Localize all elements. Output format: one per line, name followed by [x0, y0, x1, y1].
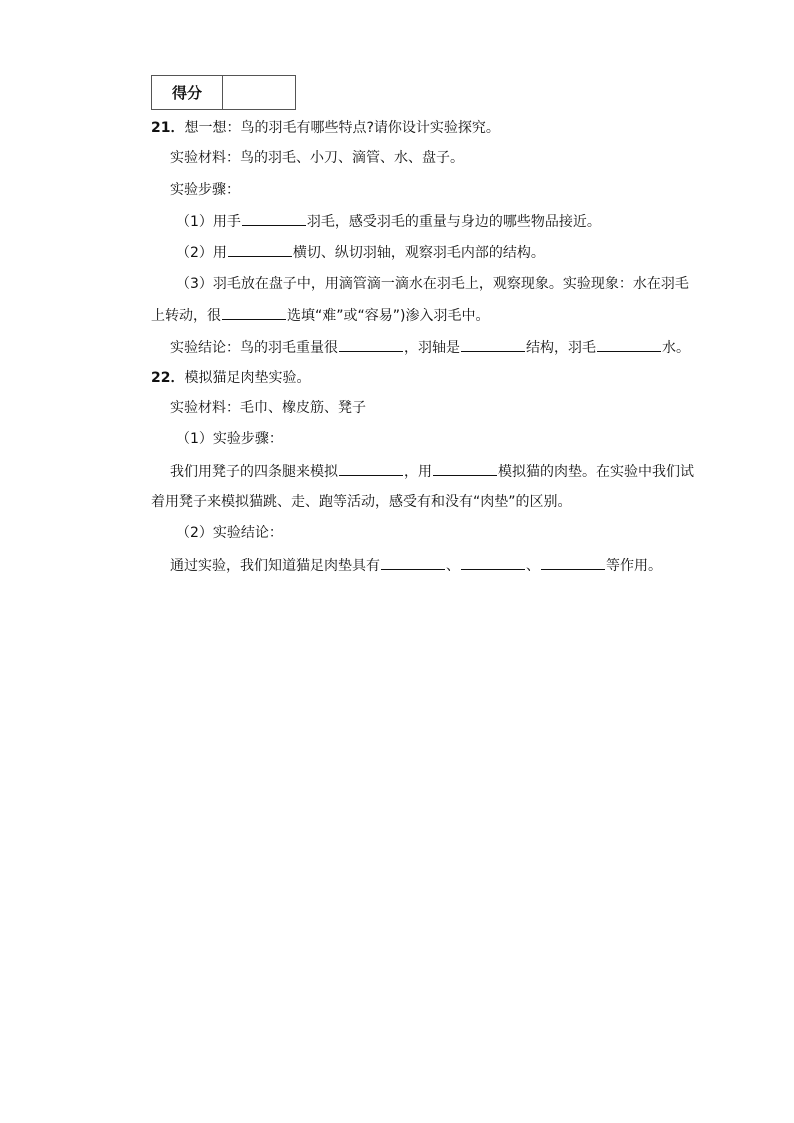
score-label: 得分 [152, 76, 223, 109]
q22-materials: 实验材料：毛巾、橡皮筋、凳子 [170, 400, 366, 416]
q22-steps-b: ，用 [404, 464, 432, 480]
q21-conclusion-d: 水。 [662, 340, 690, 356]
score-value [223, 76, 295, 109]
q21-step2 [176, 242, 545, 263]
q21-conclusion-c: 结构，羽毛 [526, 340, 596, 356]
answer-blank[interactable] [339, 337, 403, 352]
q22-steps-heading: （1）实验步骤： [176, 431, 283, 447]
q21-conclusion-a: 实验结论：鸟的羽毛重量很 [170, 340, 338, 356]
q21-step2-text-b: 横切、纵切羽轴，观察羽毛内部的结构。 [292, 245, 545, 261]
score-box [151, 75, 296, 110]
q21-number: 21． [151, 120, 185, 136]
q22-steps-line2: 着用凳子来模拟猫跳、走、跑等活动，感受有和没有“肉垫”的区别。 [151, 494, 572, 510]
q21-conclusion-b: ，羽轴是 [404, 340, 460, 356]
q21-title-line [151, 118, 500, 138]
q21-step3-text-a: 上转动，很 [151, 308, 221, 324]
answer-blank[interactable] [381, 555, 445, 570]
q22-title: 模拟猫足肉垫实验。 [184, 370, 311, 386]
q22-steps-c: 模拟猫的肉垫。在实验中我们试 [498, 464, 694, 480]
q21-materials: 实验材料：鸟的羽毛、小刀、滴管、水、盘子。 [170, 150, 464, 166]
q21-conclusion [170, 337, 690, 358]
q21-step1-text-b: 羽毛，感受羽毛的重量与身边的哪些物品接近。 [306, 214, 601, 230]
q22-steps-a: 我们用凳子的四条腿来模拟 [170, 464, 338, 480]
q22-number: 22． [151, 370, 185, 386]
q21-step2-text-a: （2）用 [176, 245, 227, 261]
answer-blank[interactable] [339, 461, 403, 476]
q22-conclusion-b: 等作用。 [606, 558, 662, 574]
q21-step1-text-a: （1）用手 [176, 214, 241, 230]
answer-blank[interactable] [461, 555, 525, 570]
answer-blank[interactable] [222, 305, 286, 320]
q22-conclusion-sep1: 、 [446, 558, 460, 574]
answer-blank[interactable] [541, 555, 605, 570]
q22-conclusion [170, 555, 662, 576]
answer-blank[interactable] [597, 337, 661, 352]
q21-step3-line2 [151, 305, 489, 326]
answer-blank[interactable] [242, 211, 306, 226]
q21-steps-heading: 实验步骤： [170, 182, 240, 198]
q21-step3-line1: （3）羽毛放在盘子中，用滴管滴一滴水在羽毛上，观察现象。实验现象：水在羽毛 [176, 276, 689, 292]
q22-steps-line1 [170, 461, 694, 482]
q22-title-line [151, 368, 310, 388]
answer-blank[interactable] [461, 337, 525, 352]
answer-blank[interactable] [433, 461, 497, 476]
answer-blank[interactable] [228, 242, 292, 257]
q22-conclusion-a: 通过实验，我们知道猫足肉垫具有 [170, 558, 380, 574]
q21-step1 [176, 211, 601, 232]
q21-title: 想一想：鸟的羽毛有哪些特点?请你设计实验探究。 [184, 120, 500, 136]
q21-step3-text-b: 选填“难”或“容易”)渗入羽毛中。 [287, 308, 490, 324]
q22-conclusion-heading: （2）实验结论： [176, 525, 283, 541]
q22-conclusion-sep2: 、 [526, 558, 540, 574]
